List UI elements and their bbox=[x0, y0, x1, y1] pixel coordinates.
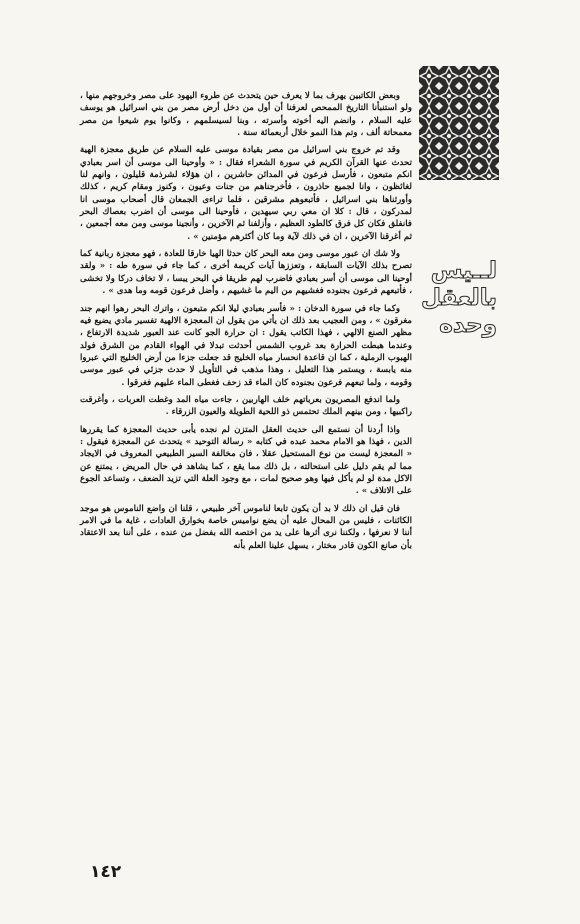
article-body bbox=[80, 90, 412, 552]
paragraph: وكما جاء في سورة الدخان : « فأسر بعبادي ليلا انكم متبعون ، واترك البحر رهوا انهم جند مغرقون » ، ومن العجيب بعد ذلك ان يأتي من يقول ان المعجزة الالهية تفسير مادي يضيع فيه مظهر الصنع الالهي ، فهذا الكاتب يقول : ان حرارة الجو كانت عند العبور شديدة الارتفاع ، وعندما هبطت الحرارة بعد غروب الشمس أحدثت تبدلا في الهواء القادم من الشرق فولد الهبوب الرملية ، كما ان قاعدة انحسار مياه الخليج قد جعلت جزءا من أرض الخليج التي عبروا منه يابسة ، ويستمر هذا التعليل ، وهذا مذهب في التأويل لا حدث جزئي في عبور موسى وقومه ، ولما تبعهم فرعون بجنوده كان الماء قد زحف فغطى الماء عليهم فغرقوا . bbox=[80, 303, 412, 388]
paragraph: فان قيل ان ذلك لا بد أن يكون تابعا لناموس آخر طبيعي ، قلنا ان واضع الناموس هو موجد الكائنات ، فليس من المحال عليه أن يضع نواميس خاصة بخوارق العادات ، غاية ما في الامر أننا لا نعرفها ، ولكننا نرى أثرها على يد من اختصه الله بفضل من عنده ، على أننا بعد الاعتقاد بأن صانع الكون قادر مختار ، يسهل علينا العلم بأنه bbox=[80, 503, 412, 551]
paragraph: وبعض الكاتبين يهرف بما لا يعرف حين يتحدث عن طروء اليهود على مصر وخروجهم منها ، ولو استنبأنا التاريخ الممحص لعرفنا أن أول من دخل أرض مصر من بني اسرائيل هو يوسف عليه السلام ، وانضم اليه أخوته وأسرته ، وبنا لسيسلمهم ، وكانوا يوم شيعوا من مصر معمحاتة ألف ، وتم هذا النمو خلال أربعمائة سنة . bbox=[80, 91, 412, 139]
geometric-pattern-icon bbox=[419, 66, 499, 180]
paragraph: ولما اندفع المصريون بعرباتهم خلف الهاربين ، جاءت مياه المد وغطت العربات ، وأغرقت راكبيها ، ومن بينهم الملك تحتمس ذو اللحية الطويلة والعيون الزرقاء . bbox=[80, 394, 412, 418]
paragraph: واذا أردنا أن نستمع الى حديث العقل المتزن لم نجده يأبى حديث المعجزة كما يقررها الدين ، فهذا هو الامام محمد عبده في كتابه « رسالة التوحيد » يتحدث عن المعجزة فيقول : « المعجزة ليست من نوع المستحيل عقلا ، فان مخالفة السير الطبيعي المعروف في الايجاد مما لم يقم دليل على استحالته ، بل ذلك مما يقع ، كما يشاهد في حال المريض ، يمتنع عن الاكل مدة لو لم يأكل فيها وهو صحيح لمات ، مع وجود العلة التي تزيد الضعف ، وتساعد الجوع على الاتلاف » . bbox=[80, 424, 412, 497]
series-title bbox=[421, 258, 497, 339]
series-title-line-1: لــيس bbox=[430, 258, 497, 284]
series-title-line-2: بالعقل bbox=[421, 285, 497, 311]
series-title-line-3: وحده bbox=[439, 312, 497, 338]
paragraph: وقد تم خروج بني اسرائيل من مصر بقيادة موسى عليه السلام عن طريق معجزة الهية تحدث عنها القرآن الكريم في سورة الشعراء فقال : « وأوحينا الى موسى أن اسر بعبادي انكم متبعون ، فأرسل فرعون في المدائن حاشرين ، ان هؤلاء لشرذمة قليلون ، وانهم لنا لغائظون ، وانا لجميع حاذرون ، فأخرجناهم من جنات وعيون ، وكنوز ومقام كريم ، كذلك وأورثناها بني اسرائيل ، فأتبعوهم مشرقين ، فلما تراءى الجمعان قال أصحاب موسى انا لمدركون ، قال : كلا ان معي ربي سيهدين ، فأوحينا الى موسى أن اضرب بعصاك البحر فانفلق فكان كل فرق كالطود العظيم ، وأزلفنا ثم الآخرين ، وأنجينا موسى ومن معه أجمعين ، ثم أغرقنا الآخرين ، ان في ذلك لآية وما كان أكثرهم مؤمنين » . bbox=[80, 145, 412, 242]
page-number: ١٤٢ bbox=[90, 862, 122, 882]
paragraph: ولا شك ان عبور موسى ومن معه البحر كان حدثا الهيا خارقا للعادة ، فهو معجزة ربانية كما تصرح بذلك الآيات السابقة ، وتعززها آيات كريمة أخرى ، كما جاء في سورة طه : « ولقد أوحينا الى موسى أن أسر بعبادي فاضرب لهم طريقا في البحر يبسا ، لا تخاف دركا ولا تخشى ، فأتبعهم فرعون بجنوده فغشيهم من اليم ما غشيهم ، وأضل فرعون قومه وما هدى » . bbox=[80, 249, 412, 297]
